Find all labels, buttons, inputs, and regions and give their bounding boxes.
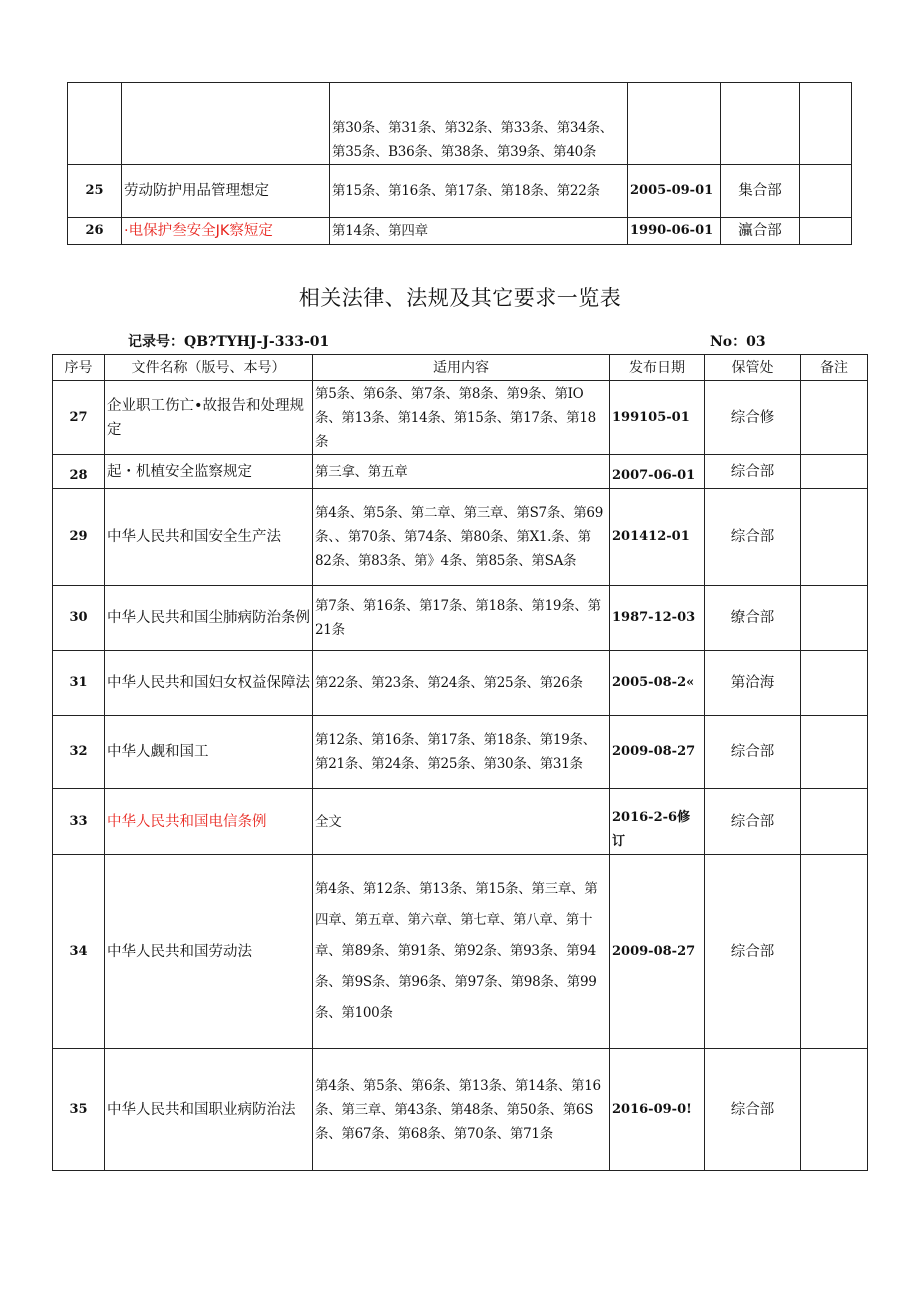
record-number: 记录号：QB?TYHJ-J-333-01	[128, 334, 330, 350]
publish-date: 1990-06-01	[628, 218, 721, 245]
keeper: 综合修	[705, 381, 801, 455]
publish-date: 2009-08-27	[610, 855, 705, 1049]
note	[801, 789, 868, 855]
keeper: 灜合部	[721, 218, 800, 245]
table-row	[68, 218, 852, 245]
table-row	[53, 381, 868, 455]
table-row	[68, 165, 852, 218]
note	[801, 716, 868, 789]
keeper: 缭合部	[705, 586, 801, 651]
note	[801, 586, 868, 651]
keeper: 综合部	[705, 789, 801, 855]
applicable-content: 第4条、第5条、第二章、第三章、第S7条、第69条、、第70条、第74条、第80条、第X1.条、第82条、第83条、第》4条、第85条、第SA条	[313, 489, 610, 586]
note	[801, 1049, 868, 1171]
document-name: 中华人民共和国妇女权益保障法	[105, 651, 313, 716]
note	[800, 218, 852, 245]
row-number: 27	[53, 381, 105, 455]
document-name: 中华人民共和国尘肺病防治条例	[105, 586, 313, 651]
keeper: 综合部	[705, 455, 801, 489]
applicable-content: 第7条、第16条、第17条、第18条、第19条、第21条	[313, 586, 610, 651]
document-name: 中华人民共和国职业病防治法	[105, 1049, 313, 1171]
applicable-content: 第12条、第16条、第17条、第18条、第19条、第21条、第24条、第25条、第30条、第31条	[313, 716, 610, 789]
publish-date: 1987-12-03	[610, 586, 705, 651]
document-name: 中华人民共和国劳动法	[105, 855, 313, 1049]
applicable-content: 第15条、第16条、第17条、第18条、第22条	[330, 165, 628, 218]
row-number: 29	[53, 489, 105, 586]
header-date: 发布日期	[610, 355, 705, 381]
row-number	[68, 83, 122, 165]
publish-date: 2007-06-01	[610, 455, 705, 489]
table-row	[53, 455, 868, 489]
document-name: 劳动防护用品管理想定	[122, 165, 330, 218]
keeper: 综合部	[705, 855, 801, 1049]
regulations-table	[52, 354, 868, 1171]
applicable-content: 第4条、第5条、第6条、第13条、第14条、第16条、第三章、第43条、第48条、第50条、第6S条、第67条、第68条、第70条、第71条	[313, 1049, 610, 1171]
table-header-row	[53, 355, 868, 381]
page-title: 相关法律、法规及其它要求一览表	[298, 286, 622, 310]
row-number: 25	[68, 165, 122, 218]
publish-date	[628, 83, 721, 165]
publish-date: 2005-09-01	[628, 165, 721, 218]
publish-date: 199105-01	[610, 381, 705, 455]
keeper: 综合部	[705, 489, 801, 586]
note	[801, 381, 868, 455]
table-row	[68, 83, 852, 165]
keeper: 综合部	[705, 1049, 801, 1171]
note	[800, 83, 852, 165]
row-number: 30	[53, 586, 105, 651]
table-row	[53, 651, 868, 716]
publish-date: 201412-01	[610, 489, 705, 586]
header-keeper: 保管处	[705, 355, 801, 381]
table-row	[53, 716, 868, 789]
note	[801, 651, 868, 716]
row-number: 31	[53, 651, 105, 716]
document-name: 中华人民共和国电信条例	[105, 789, 313, 855]
note	[801, 489, 868, 586]
continuation-table	[67, 82, 852, 245]
document-name: 起・机植安全监察规定	[105, 455, 313, 489]
note	[801, 855, 868, 1049]
publish-date: 2016-09-0!	[610, 1049, 705, 1171]
document-name	[122, 83, 330, 165]
row-number: 34	[53, 855, 105, 1049]
document-name: ·电保护叁安全JK察短定	[122, 218, 330, 245]
publish-date: 2005-08-2«	[610, 651, 705, 716]
note	[801, 455, 868, 489]
table-row	[53, 789, 868, 855]
row-number: 33	[53, 789, 105, 855]
row-number: 32	[53, 716, 105, 789]
row-number: 28	[53, 455, 105, 489]
applicable-content: 第三拿、第五章	[313, 455, 610, 489]
publish-date: 2016-2-6修订	[610, 789, 705, 855]
document-name: 中华人民共和国安全生产法	[105, 489, 313, 586]
note	[800, 165, 852, 218]
row-number: 35	[53, 1049, 105, 1171]
applicable-content: 第5条、第6条、第7条、第8条、第9条、第IO条、第13条、第14条、第15条、第17条、第18条	[313, 381, 610, 455]
table-row	[53, 855, 868, 1049]
applicable-content: 第4条、第12条、第13条、第15条、第三章、第四章、第五章、第六章、第七章、第八章、第十章、第89条、第91条、第92条、第93条、第94条、第9S条、第96条、第97条、第98条、第99条、第100条	[313, 855, 610, 1049]
applicable-content: 第14条、第四章	[330, 218, 628, 245]
document-name: 中华人觑和国工	[105, 716, 313, 789]
row-number: 26	[68, 218, 122, 245]
table-row	[53, 1049, 868, 1171]
keeper: 综合部	[705, 716, 801, 789]
document-name: 企业职工伤亡•故报告和处理规定	[105, 381, 313, 455]
table-row	[53, 586, 868, 651]
keeper: 第洽海	[705, 651, 801, 716]
keeper: 集合部	[721, 165, 800, 218]
form-number: No：03	[710, 334, 766, 350]
header-scope: 适用内容	[313, 355, 610, 381]
table-row	[53, 489, 868, 586]
header-note: 备注	[801, 355, 868, 381]
applicable-content: 第30条、第31条、第32条、第33条、第34条、第35条、B36条、第38条、第39条、第40条	[330, 83, 628, 165]
header-no: 序号	[53, 355, 105, 381]
applicable-content: 第22条、第23条、第24条、第25条、第26条	[313, 651, 610, 716]
header-name: 文件名称（版号、本号）	[105, 355, 313, 381]
publish-date: 2009-08-27	[610, 716, 705, 789]
keeper	[721, 83, 800, 165]
applicable-content: 全文	[313, 789, 610, 855]
